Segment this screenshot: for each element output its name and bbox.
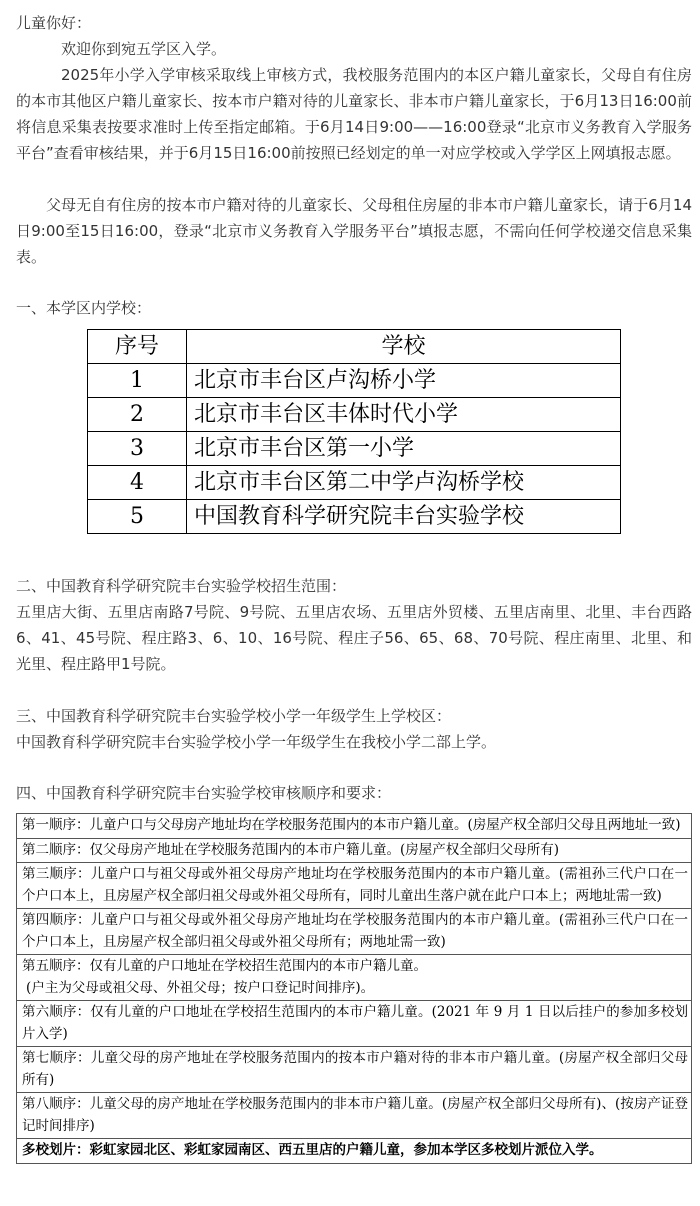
order-3: 第三顺序：儿童户口与祖父母或外祖父母房产地址均在学校服务范围内的本市户籍儿童。(需祖孙三代户口在一个户口本上，且房屋产权全部归祖父母或外祖父母所有，同时儿童出生落户就在此户口本上；两地址需一致) (17, 863, 692, 909)
row-no: 1 (88, 364, 187, 398)
school-table (87, 329, 621, 534)
row-no: 2 (88, 398, 187, 432)
table-row (17, 863, 692, 909)
order-4: 第四顺序：儿童户口与祖父母或外祖父母房产地址均在学校服务范围内的本市户籍儿童。(需祖孙三代户口在一个户口本上，且房屋产权全部归祖父母或外祖父母所有；两地址需一致) (17, 909, 692, 955)
table-row (17, 838, 692, 863)
section2-body: 五里店大街、五里店南路7号院、9号院、五里店农场、五里店外贸楼、五里店南里、北里、丰台西路6、41、45号院、程庄路3、6、10、16号院、程庄子56、65、68、70号院、程庄南里、北里、和光里、程庄路甲1号院。 (16, 603, 692, 673)
section4-heading: 四、中国教育科学研究院丰台实验学校审核顺序和要求： (16, 784, 392, 802)
table-row (17, 1001, 692, 1047)
row-school: 中国教育科学研究院丰台实验学校 (187, 500, 621, 534)
section2-heading: 二、中国教育科学研究院丰台实验学校招生范围： (16, 577, 347, 595)
table-row (88, 432, 621, 466)
table-row (17, 1047, 692, 1093)
header-school: 学校 (187, 330, 621, 364)
table-row (88, 466, 621, 500)
welcome-text: 欢迎你到宛五学区入学。 (61, 40, 227, 58)
multi-school-zone: 多校划片：彩虹家园北区、彩虹家园南区、西五里店的户籍儿童，参加本学区多校划片派位入学。 (17, 1139, 692, 1164)
section3-body: 中国教育科学研究院丰台实验学校小学一年级学生在我校小学二部上学。 (16, 733, 497, 751)
intro-paragraph-2: 父母无自有住房的按本市户籍对待的儿童家长、父母租住房屋的非本市户籍儿童家长，请于6月14日9:00至15日16:00，登录“北京市义务教育入学服务平台”填报志愿，不需向任何学校递交信息采集表。 (16, 196, 692, 266)
table-row (17, 909, 692, 955)
row-school: 北京市丰台区丰体时代小学 (187, 398, 621, 432)
table-row (88, 398, 621, 432)
table-row (88, 364, 621, 398)
row-no: 5 (88, 500, 187, 534)
school-table-header (88, 330, 621, 364)
order-6: 第六顺序：仅有儿童的户口地址在学校招生范围内的本市户籍儿童。(2021 年 9 月 1 日以后挂户的参加多校划片入学) (17, 1001, 692, 1047)
table-row (88, 500, 621, 534)
section3-heading: 三、中国教育科学研究院丰台实验学校小学一年级学生上学校区： (16, 707, 452, 725)
order-2: 第二顺序：仅父母房产地址在学校服务范围内的本市户籍儿童。(房屋产权全部归父母所有) (17, 838, 692, 863)
order-8: 第八顺序：儿童父母的房产地址在学校服务范围内的非本市户籍儿童。(房屋产权全部归父母所有)、(按房产证登记时间排序) (17, 1093, 692, 1139)
order-1: 第一顺序：儿童户口与父母房产地址均在学校服务范围内的本市户籍儿童。(房屋产权全部归父母且两地址一致) (17, 814, 692, 839)
order-5-sub: (户主为父母或祖父母、外祖父母；按户口登记时间排序)。 (26, 979, 375, 996)
header-no: 序号 (88, 330, 187, 364)
review-order-table (16, 813, 692, 1164)
row-school: 北京市丰台区卢沟桥小学 (187, 364, 621, 398)
table-row (17, 814, 692, 839)
row-no: 4 (88, 466, 187, 500)
row-school: 北京市丰台区第二中学卢沟桥学校 (187, 466, 621, 500)
order-7: 第七顺序：儿童父母的房产地址在学校服务范围内的按本市户籍对待的非本市户籍儿童。(房屋产权全部归父母所有) (17, 1047, 692, 1093)
order-5 (17, 955, 692, 1001)
order-5-main: 第五顺序：仅有儿童的户口地址在学校招生范围内的本市户籍儿童。 (22, 958, 427, 974)
table-row (17, 955, 692, 1001)
intro-paragraph-1: 2025年小学入学审核采取线上审核方式，我校服务范围内的本区户籍儿童家长，父母自有住房的本市其他区户籍儿童家长、按本市户籍对待的儿童家长、非本市户籍儿童家长，于6月13日16:00前将信息采集表按要求准时上传至指定邮箱。于6月14日9:00——16:00登录“北京市义务教育入学服务平台”查看审核结果，并于6月15日16:00前按照已经划定的单一对应学校或入学学区上网填报志愿。 (16, 66, 692, 162)
section1-heading: 一、本学区内学校： (16, 299, 152, 317)
row-no: 3 (88, 432, 187, 466)
row-school: 北京市丰台区第一小学 (187, 432, 621, 466)
greeting: 儿童你好： (16, 14, 92, 32)
table-row (17, 1093, 692, 1139)
table-row (17, 1139, 692, 1164)
